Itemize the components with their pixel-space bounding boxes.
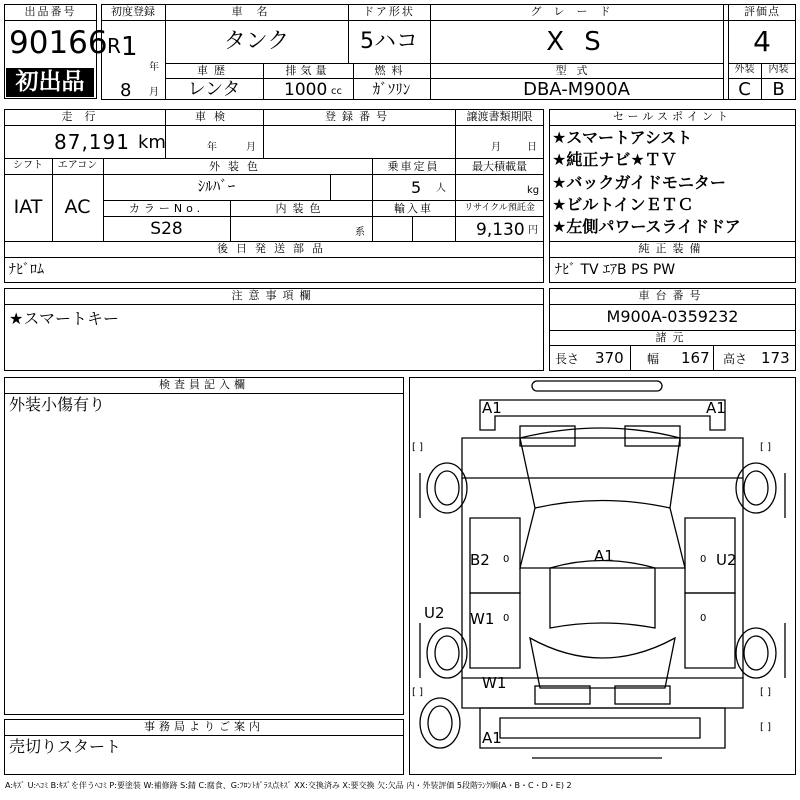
damage-diagram (409, 377, 796, 775)
damage-mark: A1 (594, 547, 614, 565)
damage-mark: A1 (706, 399, 726, 417)
score-value: 4 (753, 25, 771, 58)
height-label: 高さ (723, 352, 748, 366)
damage-mark: W1 (470, 610, 495, 628)
grade-value: X S (546, 27, 607, 57)
model-label: 型式 (555, 64, 598, 77)
exterior-label: 外装 (734, 64, 755, 75)
color-no-label: カラーNo. (128, 202, 205, 215)
door-label: ドア形状 (363, 5, 415, 18)
chassis-label: 車台番号 (638, 289, 707, 302)
int-color-label: 内装色 (275, 202, 327, 215)
interior-label: 内装 (768, 64, 789, 75)
car-name: タンク (223, 29, 290, 54)
fuel-value: ｶﾞｿﾘﾝ (372, 80, 411, 98)
shift-value: IAT (13, 196, 43, 218)
office-label: 事務局よりご案内 (144, 720, 264, 733)
interior-grade: B (772, 79, 785, 100)
displacement-unit: cc (331, 86, 342, 97)
damage-mark: A1 (482, 729, 502, 747)
damage-mark: W1 (482, 674, 507, 692)
length-value: 370 (595, 349, 624, 367)
inspector-label: 検査員記入欄 (159, 378, 249, 391)
bracket: [ ] (760, 687, 771, 698)
insp-year-unit: 年 (207, 142, 217, 153)
first-listing-badge: 初出品 (6, 68, 94, 97)
capacity-label: 乗車定員 (387, 160, 440, 173)
insp-month-unit: 月 (246, 142, 256, 153)
max-load-label: 最大積載量 (472, 160, 527, 173)
genuine-value: ﾅﾋﾞ TV ｴｱB PS PW (555, 262, 676, 278)
ac-label: エアコン (57, 160, 98, 171)
era: R (107, 34, 121, 58)
max-load-unit: kg (527, 185, 540, 196)
zero-mark: 0 (700, 613, 707, 624)
sales-point: ★バックガイドモニター (552, 173, 726, 192)
ext-color-value: ｼﾙﾊﾞｰ (197, 177, 236, 195)
bracket: [ ] (412, 687, 423, 698)
sales-point: ★純正ナビ★ＴＶ (552, 150, 677, 169)
import-label: 輸入車 (394, 202, 433, 215)
transfer-month-unit: 月 (491, 142, 501, 153)
mileage-label: 走行 (61, 110, 108, 123)
reg-month: 8 (120, 80, 132, 101)
notes-label: 注意事項欄 (231, 289, 317, 302)
lot-label: 出品番号 (24, 5, 77, 18)
chassis-value: M900A-0359232 (606, 307, 739, 326)
recycle-label: リサイクル預託金 (464, 203, 535, 213)
first-reg-label: 初度登録 (111, 5, 155, 18)
inspection-label: 車検 (195, 110, 233, 123)
damage-mark: A1 (482, 399, 502, 417)
capacity-value: 5 (411, 178, 422, 197)
spec-label: 諸元 (655, 331, 690, 344)
ac-value: AC (64, 196, 91, 218)
height-value: 173 (761, 349, 790, 367)
inspector-value: 外装小傷有り (9, 395, 106, 414)
year-unit: 年 (149, 62, 159, 73)
bracket: [ ] (412, 442, 423, 453)
damage-mark: U2 (424, 604, 445, 622)
legend: A:ｷｽﾞ U:ﾍｺﾐ B:ｷｽﾞを伴うﾍｺﾐ P:要塗装 W:補修跡 S:錆 C:腐食、G:ﾌﾛﾝﾄｶﾞﾗｽ点ｷｽﾞ XX:交換済み X:要交換 欠:欠品 内・外装評価 5段階ﾗﾝｸ順(A・B・C・D・E) 2 (5, 781, 572, 790)
color-no-value: S28 (150, 219, 183, 239)
notes-value: ★スマートキー (9, 309, 120, 328)
width-label: 幅 (647, 352, 660, 366)
mileage-unit: km (138, 132, 166, 153)
capacity-unit: 人 (436, 183, 446, 194)
transfer-day-unit: 日 (527, 142, 537, 153)
recycle-unit: 円 (528, 225, 538, 236)
history-label: 車歴 (197, 64, 231, 77)
reg-year: 1 (121, 32, 138, 62)
car-name-label: 車名 (231, 5, 282, 18)
bracket: [ ] (760, 722, 771, 733)
grade-label: グレード (530, 5, 623, 18)
model-value: DBA-M900A (523, 79, 630, 100)
displacement-value: 1000 (284, 80, 328, 100)
lot-number: 90166 (9, 25, 108, 61)
damage-mark: U2 (716, 551, 737, 569)
int-color-unit: 系 (355, 227, 365, 238)
reg-number-label: 登録番号 (325, 110, 393, 123)
genuine-label: 純正装備 (638, 242, 707, 255)
shift-label: シフト (13, 160, 43, 171)
month-unit: 月 (149, 87, 159, 98)
recycle-value: 9,130 (476, 220, 525, 240)
displacement-label: 排気量 (285, 64, 331, 77)
zero-mark: 0 (700, 554, 707, 565)
transfer-label: 譲渡書類期限 (466, 110, 533, 123)
office-value: 売切りスタート (9, 737, 122, 756)
score-label: 評価点 (744, 5, 780, 18)
sales-point: ★ビルトインＥＴＣ (552, 195, 694, 214)
sales-point: ★左側パワースライドドア (552, 217, 741, 236)
info-grid (4, 109, 544, 242)
zero-mark: 0 (503, 613, 510, 624)
bracket: [ ] (760, 442, 771, 453)
zero-mark: 0 (503, 554, 510, 565)
later-parts-label: 後日発送部品 (217, 242, 331, 255)
sales-label: セールスポイント (612, 110, 732, 123)
later-parts-value: ﾅﾋﾞﾛﾑ (9, 262, 44, 278)
ext-color-label: 外装色 (209, 160, 266, 173)
inspector-box (4, 377, 404, 715)
damage-mark: B2 (470, 551, 490, 569)
exterior-grade: C (738, 79, 751, 100)
sales-point: ★スマートアシスト (552, 128, 693, 147)
car-outline (410, 378, 795, 774)
history-value: レンタ (187, 79, 241, 100)
door-value: 5ハコ (360, 29, 418, 54)
fuel-label: 燃料 (374, 64, 409, 77)
width-value: 167 (681, 349, 710, 367)
mileage-value: 87,191 (54, 130, 130, 154)
length-label: 長さ (555, 352, 580, 366)
